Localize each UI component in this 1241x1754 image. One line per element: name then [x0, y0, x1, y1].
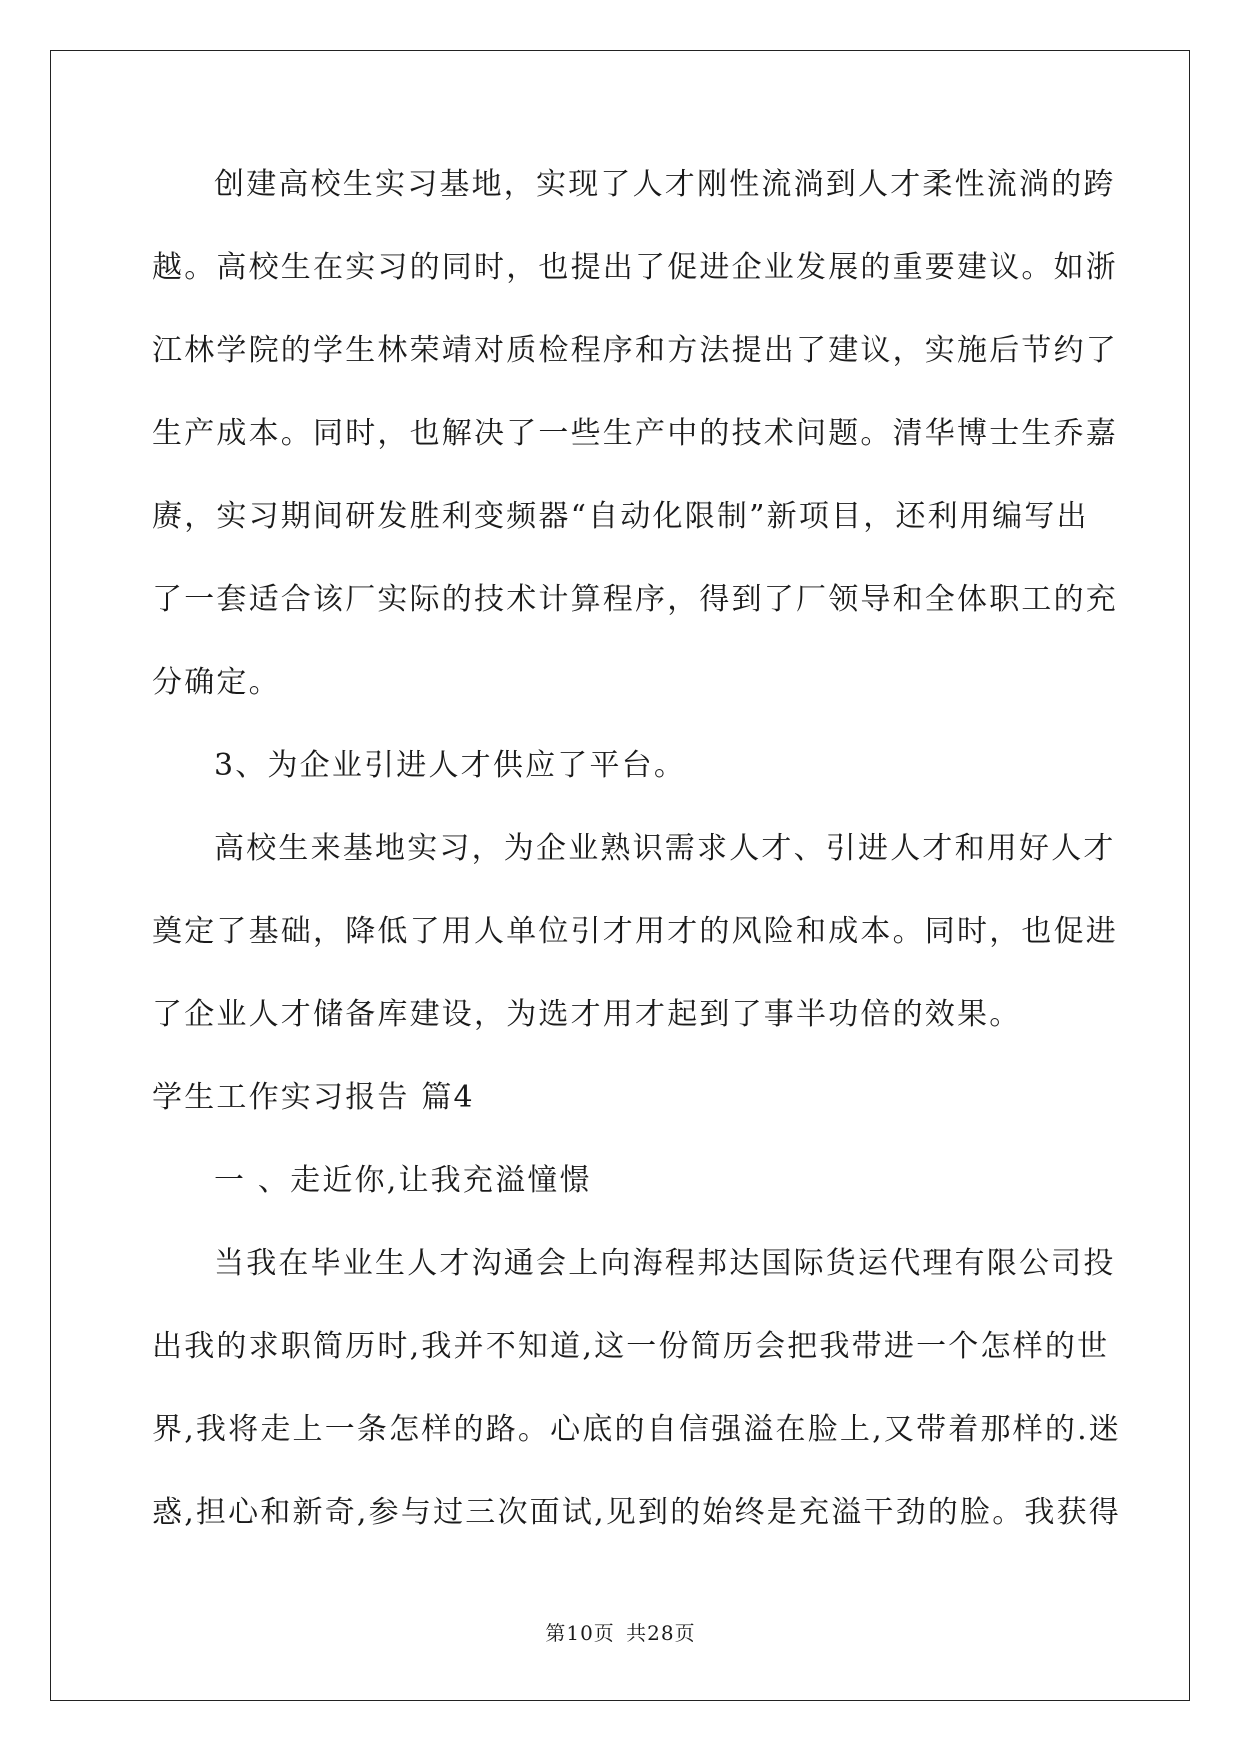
page-number: 第10页 — [545, 1621, 615, 1645]
paragraph-line: 分确定。 — [152, 665, 281, 700]
paragraph-line: 创建高校生实习基地，实现了人才刚性流淌到人才柔性流淌的跨 — [214, 167, 1116, 202]
document-body — [152, 155, 1122, 1566]
paragraph-line: 当我在毕业生人才沟通会上向海程邦达国际货运代理有限公司投 — [214, 1246, 1116, 1281]
page-footer — [0, 1617, 1241, 1646]
paragraph-line: 3、为企业引进人才供应了平台。 — [214, 748, 687, 783]
paragraph-line: 江林学院的学生林荣靖对质检程序和方法提出了建议，实施后节约了 — [152, 333, 1118, 368]
paragraph-line: 奠定了基础，降低了用人单位引才用才的风险和成本。同时，也促进 — [152, 914, 1118, 949]
paragraph-line: 了企业人才储备库建设，为选才用才起到了事半功倍的效果。 — [152, 997, 1022, 1032]
paragraph-line: 出我的求职简历时,我并不知道,这一份简历会把我带进一个怎样的世 — [152, 1329, 1110, 1364]
paragraph-line: 惑,担心和新奇,参与过三次面试,见到的始终是充溢干劲的脸。我获得 — [152, 1495, 1122, 1530]
paragraph-line: 界,我将走上一条怎样的路。心底的自信强溢在脸上,又带着那样的.迷 — [152, 1412, 1122, 1447]
paragraph-line: 赓，实习期间研发胜利变频器“自动化限制”新项目，还利用编写出 — [152, 499, 1089, 534]
paragraph-line: 了一套适合该厂实际的技术计算程序，得到了厂领导和全体职工的充 — [152, 582, 1118, 617]
paragraph-line: 高校生来基地实习，为企业熟识需求人才、引进人才和用好人才 — [214, 831, 1116, 866]
page-total: 共28页 — [626, 1621, 696, 1645]
subsection-heading: 一 、走近你,让我充溢憧憬 — [214, 1163, 592, 1198]
paragraph-line: 越。高校生在实习的同时，也提出了促进企业发展的重要建议。如浙 — [152, 250, 1118, 285]
paragraph-line: 生产成本。同时，也解决了一些生产中的技术问题。清华博士生乔嘉 — [152, 416, 1118, 451]
section-heading: 学生工作实习报告 篇4 — [152, 1080, 475, 1115]
